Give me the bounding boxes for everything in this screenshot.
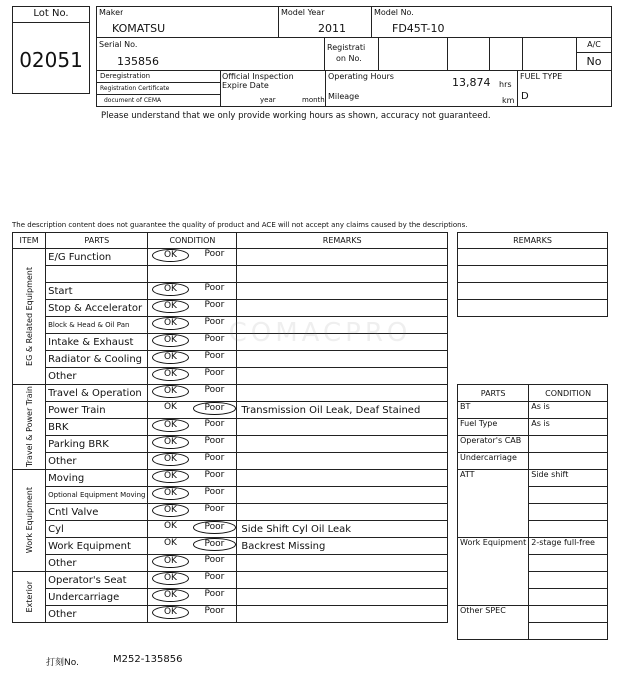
table-row: [13, 385, 448, 402]
side-parts-row: [458, 453, 608, 470]
inspection-label-1: Official Inspection: [222, 72, 294, 81]
item-group-cell: [13, 470, 46, 572]
year-label: year: [260, 96, 276, 104]
side-remarks-title: REMARKS: [458, 233, 608, 249]
side-remarks-row: [458, 283, 608, 300]
condition-ok: OK: [152, 249, 189, 262]
side-parts-row: [458, 436, 608, 453]
side-part-name: ATT: [458, 470, 529, 538]
registration-no-label-1: Registrati: [327, 43, 366, 52]
part-name: Operator's Seat: [46, 572, 148, 589]
table-row: [13, 453, 448, 470]
table-row: [13, 538, 448, 555]
table-row: [13, 555, 448, 572]
table-row: [13, 572, 448, 589]
side-part-condition: [529, 623, 608, 640]
hours-notice: Please understand that we only provide working hours as shown, accuracy not guaranteed.: [101, 111, 491, 121]
condition-cell: [148, 266, 237, 283]
fuel-type-value: D: [521, 91, 529, 102]
lot-label: Lot No.: [33, 8, 69, 19]
item-group-label: Travel & Power Train: [24, 386, 34, 468]
item-group-cell: [13, 572, 46, 623]
fuel-type-label: FUEL TYPE: [520, 72, 563, 81]
condition-cell: [148, 402, 237, 419]
table-row: [13, 402, 448, 419]
part-name: Other: [46, 606, 148, 623]
condition-cell: [148, 385, 237, 402]
remark-cell: [237, 606, 448, 623]
condition-poor: Poor: [204, 555, 225, 565]
condition-poor: Poor: [204, 385, 225, 395]
condition-cell: [148, 283, 237, 300]
side-part-condition: [529, 504, 608, 521]
part-name: Power Train: [46, 402, 148, 419]
part-name: Other: [46, 368, 148, 385]
remark-cell: [237, 453, 448, 470]
item-group-label: Exterior: [24, 581, 34, 613]
part-name: Undercarriage: [46, 589, 148, 606]
condition-ok: OK: [152, 283, 189, 296]
condition-ok: OK: [152, 368, 189, 381]
side-parts-row: [458, 538, 608, 555]
operating-hours-label: Operating Hours: [328, 72, 394, 81]
table-row: [13, 317, 448, 334]
registration-cell-4: [522, 37, 577, 71]
hrs-label: hrs: [499, 80, 512, 89]
table-row: [13, 419, 448, 436]
remark-cell: Side Shift Cyl Oil Leak: [237, 521, 448, 538]
condition-ok: OK: [152, 487, 189, 500]
condition-ok: OK: [152, 555, 189, 568]
serial-value: 135856: [117, 55, 159, 68]
part-name: Stop & Accelerator: [46, 300, 148, 317]
condition-ok: OK: [152, 470, 189, 483]
condition-cell: [148, 436, 237, 453]
side-part-condition: 2-stage full-free: [529, 538, 608, 555]
side-part-condition: [529, 436, 608, 453]
side-parts-table: [457, 384, 608, 640]
condition-cell: [148, 300, 237, 317]
month-label: month: [302, 96, 325, 104]
part-name: Parking BRK: [46, 436, 148, 453]
condition-cell: [148, 470, 237, 487]
condition-ok: OK: [163, 521, 177, 531]
table-row: [13, 266, 448, 283]
side-parts-row: [458, 402, 608, 419]
mileage-label: Mileage: [328, 92, 360, 101]
footer-stamp-value: M252-135856: [113, 654, 183, 665]
operating-hours-value: 13,874: [452, 76, 491, 89]
side-part-name: Other SPEC: [458, 606, 529, 640]
part-name: Work Equipment: [46, 538, 148, 555]
remark-cell: [237, 351, 448, 368]
side-remarks-table: [457, 232, 608, 317]
condition-ok: OK: [152, 317, 189, 330]
remark-cell: [237, 419, 448, 436]
col-remarks: REMARKS: [237, 233, 448, 249]
condition-poor: Poor: [204, 419, 225, 429]
condition-cell: [148, 572, 237, 589]
side-part-condition: [529, 589, 608, 606]
model-no-value: FD45T-10: [392, 22, 445, 35]
table-row: [13, 300, 448, 317]
part-name: Start: [46, 283, 148, 300]
remark-cell: [237, 572, 448, 589]
side-part-condition: [529, 453, 608, 470]
side-remarks-row: [458, 266, 608, 283]
model-year-value: 2011: [318, 22, 346, 35]
table-row: [13, 487, 448, 504]
document-cema-label: document of CEMA: [104, 97, 162, 104]
condition-cell: [148, 504, 237, 521]
condition-ok: OK: [152, 385, 189, 398]
condition-poor: Poor: [204, 589, 225, 599]
remark-cell: [237, 470, 448, 487]
registration-cell-2: [447, 37, 490, 71]
condition-ok: OK: [163, 402, 177, 412]
side-parts-row: [458, 470, 608, 487]
table-row: [13, 521, 448, 538]
inspection-table: [12, 232, 448, 623]
item-group-cell: [13, 385, 46, 470]
condition-poor: Poor: [204, 283, 225, 293]
maker-value: KOMATSU: [112, 22, 166, 35]
side-parts-row: [458, 606, 608, 623]
condition-poor: Poor: [204, 351, 225, 361]
remark-cell: [237, 385, 448, 402]
ac-label: A/C: [587, 40, 601, 49]
col-item: ITEM: [13, 233, 46, 249]
side-part-condition: [529, 521, 608, 538]
table-row: [13, 606, 448, 623]
table-row: [13, 589, 448, 606]
table-row: [13, 334, 448, 351]
side-part-name: Operator's CAB: [458, 436, 529, 453]
condition-ok: OK: [152, 504, 189, 517]
remark-cell: [237, 589, 448, 606]
condition-poor: Poor: [193, 402, 237, 415]
side-remarks-row: [458, 300, 608, 317]
registration-cell-3: [489, 37, 523, 71]
condition-cell: [148, 606, 237, 623]
part-name: Other: [46, 555, 148, 572]
condition-cell: [148, 419, 237, 436]
table-row: [13, 351, 448, 368]
inspection-table-header: [13, 233, 448, 249]
remark-cell: [237, 555, 448, 572]
remark-cell: [237, 266, 448, 283]
remark-cell: Backrest Missing: [237, 538, 448, 555]
condition-cell: [148, 487, 237, 504]
condition-poor: Poor: [193, 538, 237, 551]
part-name: [46, 266, 148, 283]
condition-ok: OK: [163, 538, 177, 548]
remark-cell: [237, 300, 448, 317]
condition-cell: [148, 555, 237, 572]
item-group-label: EG & Related Equipment: [24, 267, 34, 366]
ac-value: No: [586, 55, 602, 68]
remark-cell: [237, 368, 448, 385]
condition-ok: OK: [152, 419, 189, 432]
part-name: Moving: [46, 470, 148, 487]
condition-ok: OK: [152, 572, 189, 585]
condition-poor: Poor: [204, 470, 225, 480]
condition-poor: Poor: [204, 300, 225, 310]
condition-cell: [148, 368, 237, 385]
side-parts-row: [458, 419, 608, 436]
table-row: [13, 504, 448, 521]
table-row: [13, 283, 448, 300]
condition-poor: Poor: [204, 334, 225, 344]
item-group-label: Work Equipment: [24, 487, 34, 554]
registration-cell-1: [378, 37, 448, 71]
part-name: Block & Head & Oil Pan: [46, 317, 148, 334]
condition-cell: [148, 351, 237, 368]
remark-cell: [237, 487, 448, 504]
part-name: Cyl: [46, 521, 148, 538]
condition-cell: [148, 521, 237, 538]
disclaimer-text: The description content does not guarantee the quality of product and ACE will not accept any claims caused by the descriptions.: [12, 221, 468, 229]
side-part-name: Undercarriage: [458, 453, 529, 470]
condition-poor: Poor: [204, 487, 225, 497]
part-name: Radiator & Cooling: [46, 351, 148, 368]
col-condition: CONDITION: [148, 233, 237, 249]
condition-poor: Poor: [204, 504, 225, 514]
km-label: km: [502, 96, 515, 105]
side-part-condition: [529, 606, 608, 623]
remark-cell: [237, 317, 448, 334]
watermark-text: COMACPRO: [228, 318, 412, 348]
part-name: Intake & Exhaust: [46, 334, 148, 351]
remark-cell: [237, 504, 448, 521]
part-name: Optional Equipment Moving: [46, 487, 148, 504]
part-name: Cntl Valve: [46, 504, 148, 521]
registration-certificate-label: Registration Certificate: [100, 85, 170, 92]
condition-cell: [148, 538, 237, 555]
maker-label: Maker: [99, 8, 124, 17]
condition-poor: Poor: [204, 317, 225, 327]
side-part-name: Fuel Type: [458, 419, 529, 436]
registration-no-label-2: on No.: [336, 54, 362, 63]
condition-cell: [148, 334, 237, 351]
condition-ok: OK: [152, 589, 189, 602]
condition-poor: Poor: [204, 606, 225, 616]
deregistration-label: Deregistration: [100, 72, 151, 80]
lot-number: 02051: [19, 48, 83, 72]
condition-poor: Poor: [204, 453, 225, 463]
footer-stamp-label: 打刻No.: [46, 658, 79, 668]
side-part-condition: [529, 572, 608, 589]
item-group-cell: [13, 249, 46, 385]
inspection-label-2: Expire Date: [222, 81, 269, 90]
condition-cell: [148, 589, 237, 606]
remark-cell: [237, 283, 448, 300]
side-part-name: BT: [458, 402, 529, 419]
condition-ok: OK: [152, 453, 189, 466]
remark-cell: [237, 249, 448, 266]
side-part-condition: [529, 555, 608, 572]
condition-cell: [148, 453, 237, 470]
side-part-condition: As is: [529, 419, 608, 436]
part-name: E/G Function: [46, 249, 148, 266]
model-no-label: Model No.: [374, 8, 414, 17]
condition-ok: OK: [152, 334, 189, 347]
condition-ok: OK: [152, 436, 189, 449]
table-row: [13, 368, 448, 385]
part-name: Other: [46, 453, 148, 470]
condition-cell: [148, 249, 237, 266]
side-part-condition: [529, 487, 608, 504]
condition-cell: [148, 317, 237, 334]
condition-ok: OK: [152, 300, 189, 313]
side-part-name: Work Equipment: [458, 538, 529, 606]
table-row: [13, 436, 448, 453]
remark-cell: [237, 436, 448, 453]
condition-poor: Poor: [204, 368, 225, 378]
condition-poor: Poor: [193, 521, 237, 534]
serial-label: Serial No.: [99, 40, 138, 49]
condition-poor: Poor: [204, 572, 225, 582]
condition-poor: Poor: [204, 436, 225, 446]
table-row: [13, 470, 448, 487]
col-parts: PARTS: [46, 233, 148, 249]
part-name: Travel & Operation: [46, 385, 148, 402]
part-name: BRK: [46, 419, 148, 436]
side-part-condition: Side shift: [529, 470, 608, 487]
model-year-label: Model Year: [281, 8, 325, 17]
table-row: [13, 249, 448, 266]
remark-cell: [237, 334, 448, 351]
side-col-parts: PARTS: [458, 385, 529, 402]
side-col-condition: CONDITION: [529, 385, 608, 402]
condition-ok: OK: [152, 351, 189, 364]
side-part-condition: As is: [529, 402, 608, 419]
condition-ok: OK: [152, 606, 189, 619]
condition-poor: Poor: [204, 249, 225, 259]
remark-cell: Transmission Oil Leak, Deaf Stained: [237, 402, 448, 419]
side-remarks-row: [458, 249, 608, 266]
